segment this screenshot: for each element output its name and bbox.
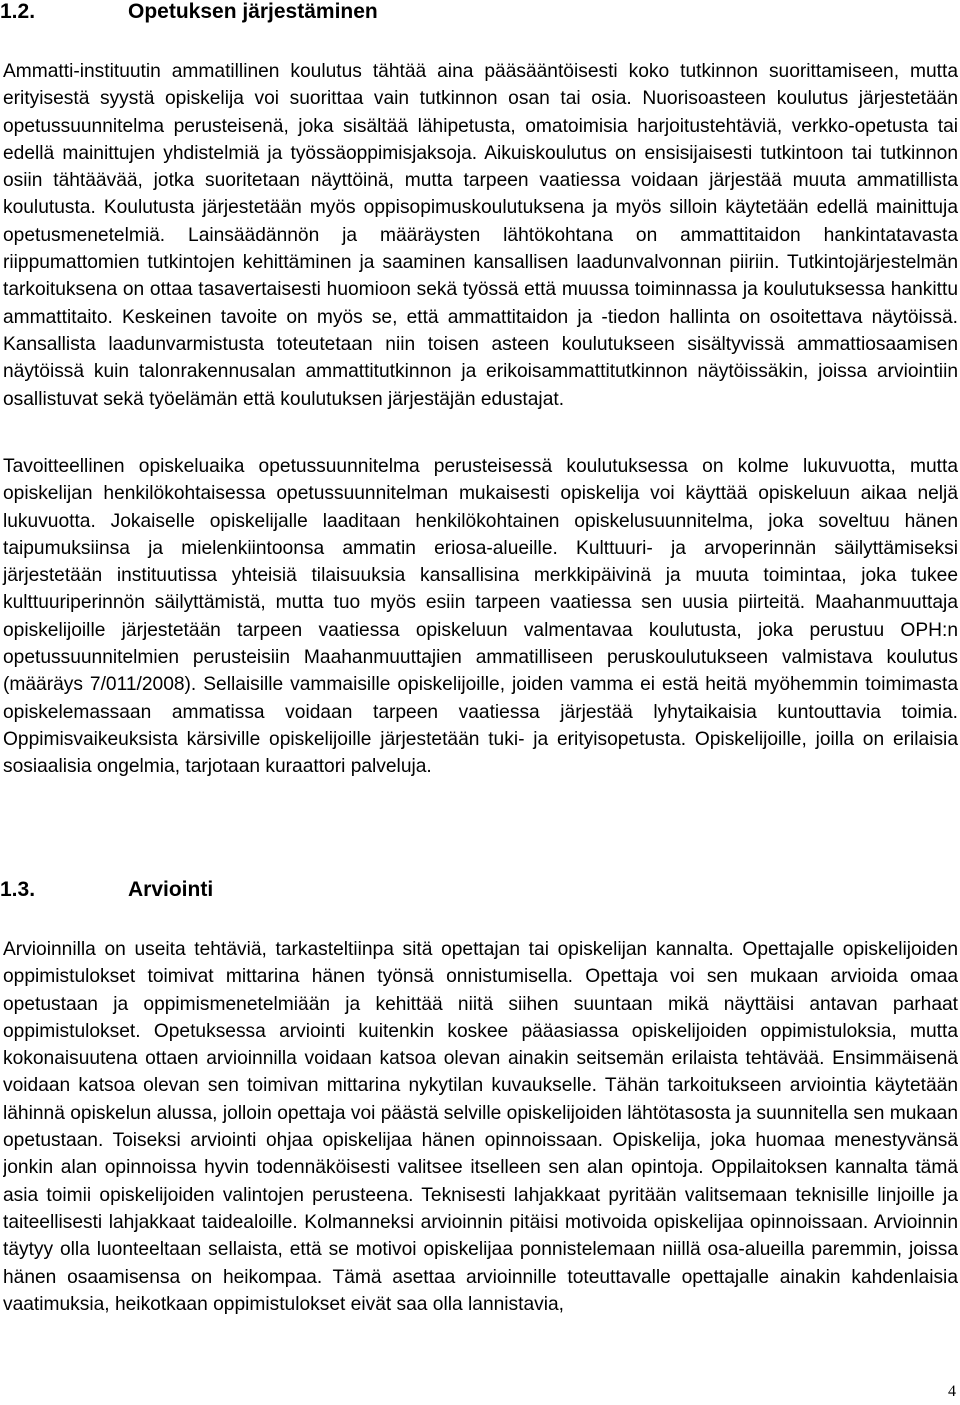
paragraph-assessment: Arvioinnilla on useita tehtäviä, tarkasteltiinpa sitä opettajan tai opiskelijan kannalta. Opettajalle opiskelijoiden oppimistulokset toimivat mittarina hänen työnsä onnistumisella. Opettaja voi sen mukaan arvioida omaa opetustaan ja oppimismenetelmiään ja kehittää niitä siihen suuntaan mikä näyttäisi antavan parhaat oppimistulokset. Opetuksessa arviointi kuitenkin koskee pääasiassa opiskelijoiden oppimistuloksia, mutta kokonaisuutena ottaen arvioinnilla voidaan katsoa olevan ainakin seitsemän erilaista tehtävää. Ensimmäisenä voidaan katsoa olevan sen toimivan mittarina nykytilan kuvaukselle. Tähän tarkoitukseen arviointia käytetään lähinnä opiskelun alussa, jolloin opettaja voi päästä selville opiskelijoiden lähtötasosta ja suunnitella sen mukaan opetustaan. Toiseksi arviointi ohjaa opiskelijaa hänen opinnoissaan. Opiskelija, joka huomaa menestyvänsä jonkin alan opinnoissa hyvin todennäköisesti valitsee itselleen sen alan opintoja. Oppilaitoksen kannalta tämä asia toimii opiskelijoiden valintojen perusteena. Teknisesti lahjakkaat pyritään valitsemaan teknisille linjoille ja taiteellisesti lahjakkaat taidealoille. Kolmanneksi arvioinnin pitäisi motivoida opiskelijaa opinnoissaan. Arvioinnin täytyy olla luonteeltaan sellaista, että se motivoi opiskelijaa ponnistelemaan niillä osa-alueilla paremmin, joissa hänen osaamisensa on heikompaa. Tämä asettaa arvioinnille toteuttavalle opettajalle ainakin kahdenlaisia vaatimuksia, heikotkaan oppimistulokset eivät saa olla lannistavia, — [3, 939, 958, 1315]
page-number: 4 — [948, 1383, 956, 1400]
paragraph-organization: Ammatti-instituutin ammatillinen koulutus tähtää aina pääsääntöisesti koko tutkinnon suorittamiseen, mutta erityisestä syystä opiskelija voi suorittaa vain tutkinnon osan tai osia. Nuorisoasteen koulutus järjestetään opetussuunnitelma perusteisenä, joka sisältää lähipetusta, omatoimisia harjoitustehtäviä, verkko-opetusta tai edellä mainittujen yhdistelmiä ja työssäoppimisjaksoja. Aikuiskoulutus on ensisijaisesti tutkintoon tai tutkinnon osiin tähtäävää, jotka suoritetaan näyttöinä, mutta tarpeen vaatiessa voidaan järjestää muuta ammatillista koulutusta. Koulutusta järjestetään myös oppisopimuskoulutuksena ja myös silloin käytetään edellä mainittuja opetusmenetelmiä. Lainsäädännön ja määräysten lähtökohtana on ammattitaidon hankintatavasta riippumattomien tutkintojen kehittäminen ja saaminen kansallisen laadunvalvonnan piiriin. Tutkintojärjestelmän tarkoituksena on ottaa tasavertaisesti huomioon sekä työssä että muussa toiminnassa ja koulutuksessa hankittu ammattitaito. Keskeinen tavoite on myös se, että ammattitaidon ja -tiedon hallinta on osoitettava näytöissä. Kansallista laadunvarmistusta toteutetaan niin toisen asteen koulutukseen sisältyvissä ammattiosaamisen näytöissä kuin talonrakennusalan ammattitutkinnon ja erikoisammattitutkinnon näytöissäkin, joissa arviointiin osallistuvat sekä työelämän että koulutuksen järjestäjän edustajat. — [3, 61, 958, 410]
section-title: Opetuksen järjestäminen — [128, 0, 378, 23]
section-number: 1.2. — [0, 0, 36, 23]
paragraph-study-time: Tavoitteellinen opiskeluaika opetussuunnitelma perusteisessä koulutuksessa on kolme lukuvuotta, mutta opiskelijan henkilökohtaisessa opetussuunnitelman mukaisesti opiskelija voi käyttää opiskeluun aikaa neljä lukuvuotta. Jokaiselle opiskelijalle laaditaan henkilökohtainen opiskelusuunnitelma, joka soveltuu hänen taipumuksiinsa ja mielenkiintoonsa ammatin eriosa-alueille. Kulttuuri- ja arvoperinnän säilyttämiseksi järjestetään instituutissa yhteisiä tilaisuuksia kansallisina merkkipäivinä ja muuta toimintaa, joka tukee kulttuuriperinnön säilyttämistä, mutta tuo myös esiin tarpeen vaatiessa sen uusia piirteitä. Maahanmuuttaja opiskelijoille järjestetään tarpeen vaatiessa opiskeluun valmentavaa koulutusta, joka perustuu OPH:n opetussuunnitelmien perusteisiin Maahanmuuttajien ammatilliseen peruskoulutukseen valmistava koulutus (määräys 7/011/2008). Sellaisille vammaisille opiskelijoille, joiden vamma ei estä heitä myöhemmin toimimasta opiskelemassaan ammatissa voidaan tarpeen vaatiessa järjestää lyhytaikaisia kuntouttavia toimia. Oppimisvaikeuksista kärsiville opiskelijoille järjestetään tuki- ja erityisopetusta. Opiskelijoille, joilla on erilaisia sosiaalisia ongelmia, tarjotaan kuraattori palveluja. — [3, 456, 958, 778]
section-number: 1.3. — [0, 878, 36, 901]
section-title: Arviointi — [128, 878, 214, 901]
